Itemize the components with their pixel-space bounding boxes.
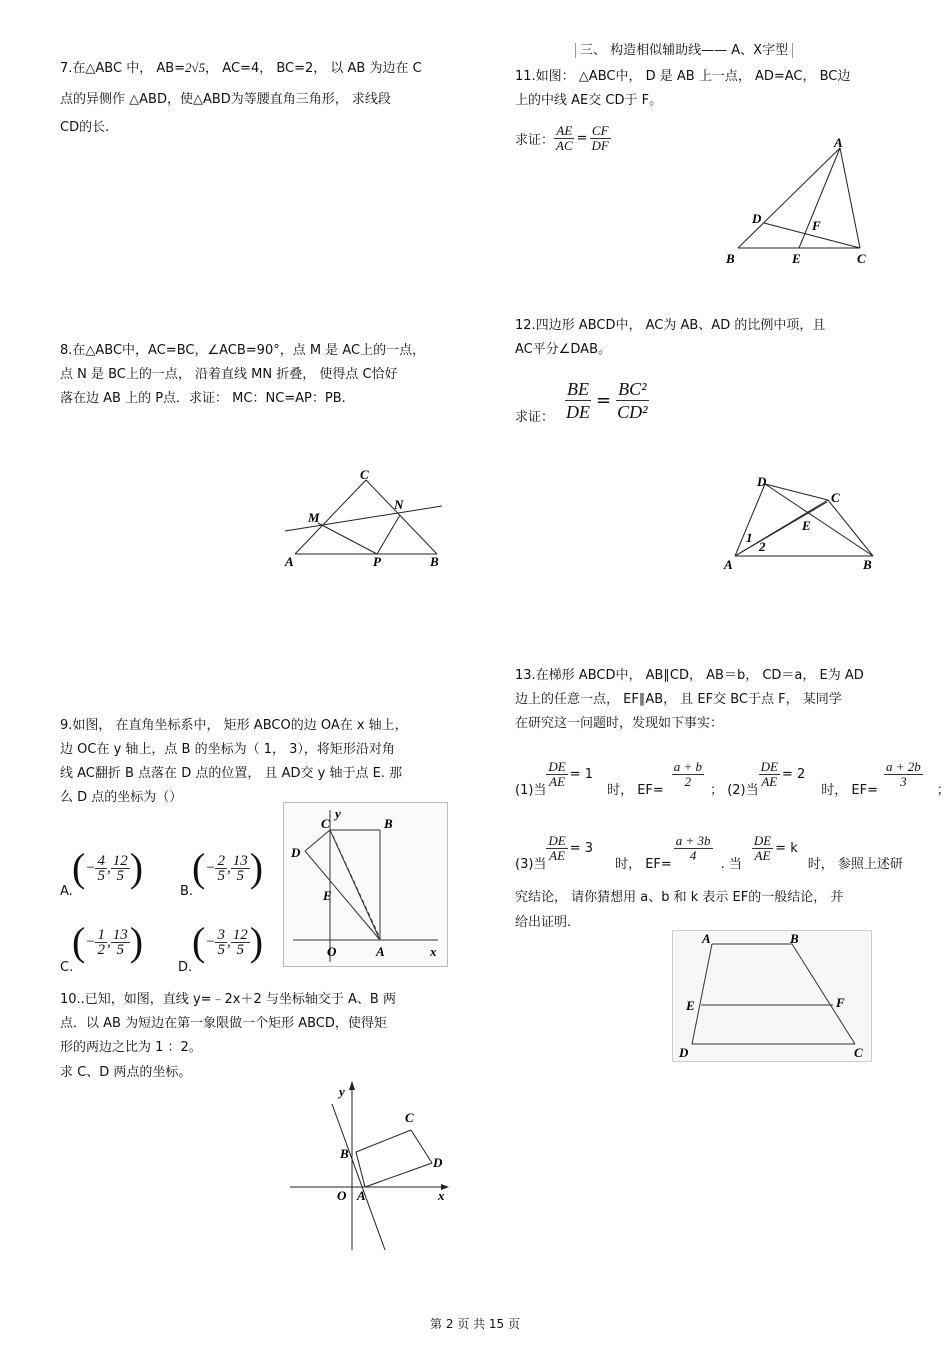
q9-figure (283, 802, 448, 967)
q10-figure (285, 1078, 455, 1253)
sqrt-value: 2√5 (185, 60, 206, 75)
q13-case-1-2: (1)当 $\frac{DE}{AE}$ = 1 时， EF= $\frac{a + b}{2}$ ； (2)当 $\frac{DE}{AE}$ = 2 时， EF= $\frac{a + 2b}{3}$ ； (515, 758, 950, 798)
label-angle-1: 1 (746, 530, 753, 545)
label-a: A (357, 1188, 366, 1203)
label-c: C (405, 1110, 414, 1125)
section-title: 三、 构造相似辅助线—— A、X字型 (575, 43, 793, 59)
label-y: y (339, 1084, 345, 1099)
label-x: x (430, 944, 437, 959)
q8-line-1: 8.在△ABC中，AC=BC，∠ACB=90°，点 M 是 AC上的一点， (60, 343, 426, 358)
q9-line-1: 9.如图， 在直角坐标系中， 矩形 ABCO的边 OA在 x 轴上， (60, 718, 408, 733)
label-d: D (679, 1045, 689, 1060)
q12-line-2: AC平分∠DAB。 (515, 342, 611, 357)
label-c: C (831, 490, 840, 505)
label-e: E (792, 251, 801, 266)
q12-line-1: 12.四边形 ABCD中， AC为 AB、AD 的比例中项，且 (515, 318, 826, 333)
q7-line-3: CD的长. (60, 120, 110, 135)
label-b: B (863, 557, 872, 572)
q12-figure (715, 470, 885, 575)
label-a: A (724, 557, 733, 572)
label-b: B (430, 554, 439, 569)
label-c: C (321, 816, 330, 831)
q13-tail-1: 究结论， 请你猜想用 a、b 和 k 表示 EF的一般结论， 并 (515, 890, 844, 905)
label-o: O (337, 1188, 347, 1203)
q13-line-1: 13.在梯形 ABCD中， AB∥CD， AB＝b， CD＝a， E为 AD (515, 668, 864, 683)
label-x: x (438, 1188, 445, 1203)
q7-line-2: 点的异侧作 △ABD，使△ABD为等腰直角三角形， 求线段 (60, 92, 391, 107)
q8-figure (280, 465, 450, 575)
q11-prove: 求证： $\frac{AE}{AC}$ = $\frac{CF}{DF}$ (515, 122, 609, 153)
q11-figure (720, 132, 880, 270)
label-b: B (726, 251, 735, 266)
q10-line-4: 求 C、D 两点的坐标。 (60, 1065, 192, 1080)
label-y: y (335, 806, 341, 821)
q13-line-3: 在研究这一问题时，发现如下事实： (515, 716, 724, 731)
label-f: F (812, 218, 821, 233)
label-angle-2: 2 (759, 539, 766, 554)
label-a: A (285, 554, 294, 569)
label-e: E (686, 998, 695, 1013)
label-d: D (757, 474, 767, 489)
q10-line-3: 形的两边之比为 1 ：2。 (60, 1040, 202, 1055)
q11-line-1: 11.如图： △ABC中， D 是 AB 上一点， AD=AC， BC边 (515, 69, 851, 84)
label-b: B (340, 1146, 349, 1161)
q13-case-3-4: (3)当 $\frac{DE}{AE}$ = 3 时， EF= $\frac{a + 3b}{4}$ . 当 $\frac{DE}{AE}$ = k 时， 参照上述研 (515, 832, 903, 872)
q9-line-4: 么 D 点的坐标为（） (60, 790, 183, 805)
q11-line-2: 上的中线 AE交 CD于 F。 (515, 93, 663, 108)
label-a: A (834, 135, 843, 150)
label-o: O (327, 944, 337, 959)
label-c: C (360, 467, 369, 482)
label-e: E (802, 518, 811, 533)
q10-line-1: 10..已知，如图，直线 y=﹣2x＋2 与坐标轴交于 A、B 两 (60, 992, 396, 1007)
q9-line-2: 边 OC在 y 轴上，点 B 的坐标为（ 1， 3），将矩形沿对角 (60, 742, 395, 757)
label-f: F (836, 995, 845, 1010)
label-n: N (394, 497, 404, 512)
label-d: D (433, 1155, 443, 1170)
page-footer: 第 2 页 共 15 页 (430, 1317, 520, 1331)
q13-line-2: 边上的任意一点， EF∥AB， 且 EF交 BC于点 F， 某同学 (515, 692, 842, 707)
q9-line-3: 线 AC翻折 B 点落在 D 点的位置， 且 AD交 y 轴于点 E. 那 (60, 766, 403, 781)
label-b: B (384, 816, 393, 831)
label-e: E (323, 888, 332, 903)
q12-prove: 求证： $\frac{BE}{DE}$ = $\frac{\text{BC²}}{\text{CD²}}$ (515, 378, 648, 425)
label-c: C (857, 251, 866, 266)
q7-line-1: 7.在△ABC 中， AB=2√5， AC=4， BC=2， 以 AB 为边在 C (60, 60, 422, 76)
label-m: M (308, 510, 320, 525)
q8-line-3: 落在边 AB 上的 P点．求证： MC：NC=AP：PB. (60, 391, 346, 406)
label-d: D (752, 211, 762, 226)
label-p: P (373, 554, 381, 569)
label-a: A (702, 931, 711, 946)
q8-line-2: 点 N 是 BC上的一点， 沿着直线 MN 折叠， 使得点 C恰好 (60, 367, 398, 382)
q10-line-2: 点．以 AB 为短边在第一象限做一个矩形 ABCD，使得矩 (60, 1016, 387, 1031)
q13-tail-2: 给出证明. (515, 915, 572, 930)
label-c: C (854, 1045, 863, 1060)
label-d: D (291, 845, 301, 860)
q13-figure (672, 930, 872, 1062)
label-b: B (790, 931, 799, 946)
label-a: A (376, 944, 385, 959)
